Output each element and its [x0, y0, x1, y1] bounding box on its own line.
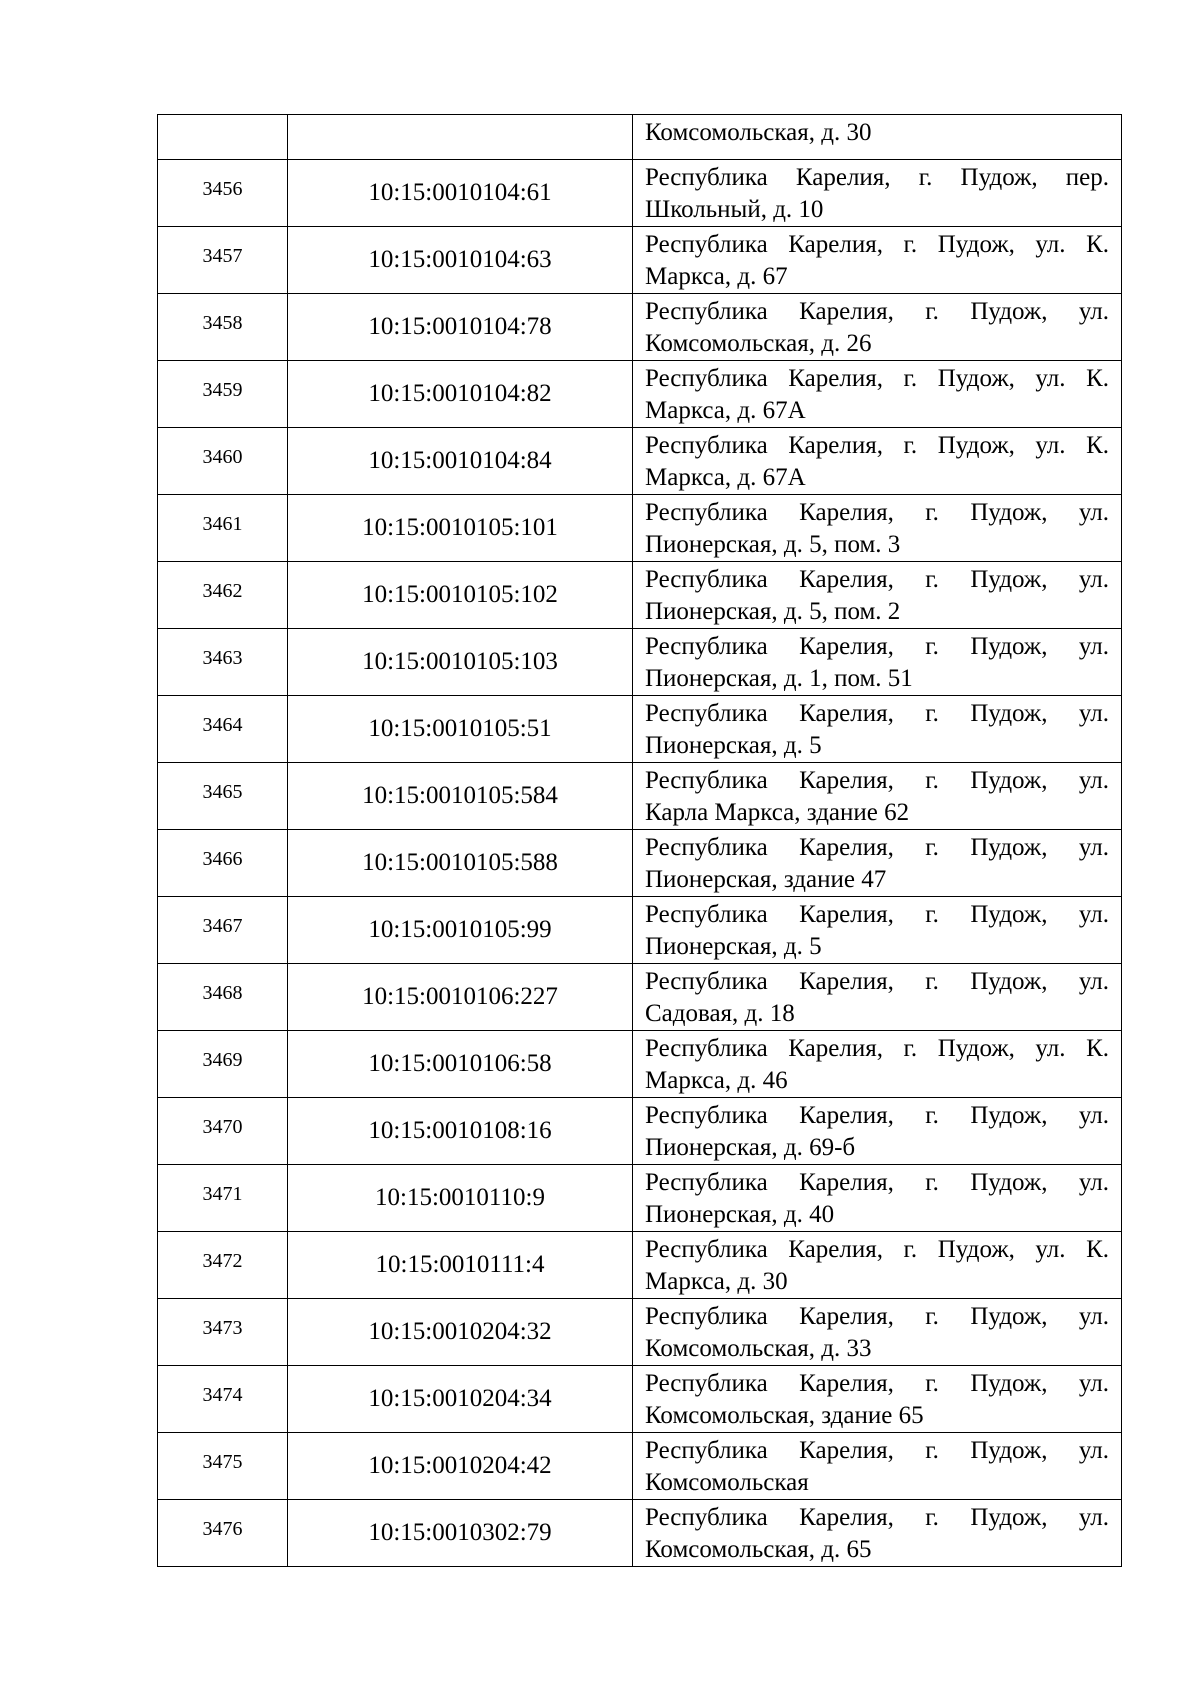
cadastral-number-cell: 10:15:0010105:101 [288, 495, 633, 562]
address-cell [633, 629, 1122, 696]
address-cell [633, 1433, 1122, 1500]
cadastral-number-cell: 10:15:0010111:4 [288, 1232, 633, 1299]
table-row [158, 361, 1122, 428]
address-cell [633, 1165, 1122, 1232]
table-row [158, 1165, 1122, 1232]
cadastral-number-cell: 10:15:0010105:103 [288, 629, 633, 696]
address-cell [633, 1366, 1122, 1433]
cadastral-number-cell: 10:15:0010204:42 [288, 1433, 633, 1500]
row-number-cell: 3460 [158, 428, 288, 495]
cadastral-number-cell: 10:15:0010105:99 [288, 897, 633, 964]
address-cell [633, 428, 1122, 495]
table-row [158, 629, 1122, 696]
address-line-2: Пионерская, здание 47 [645, 866, 887, 893]
address-cell [633, 1098, 1122, 1165]
address-cell [633, 897, 1122, 964]
table-row [158, 1366, 1122, 1433]
address-line-1: Республика Карелия, г. Пудож, ул. К. [645, 1236, 1109, 1263]
table-row [158, 696, 1122, 763]
address-cell [633, 1500, 1122, 1567]
row-number-cell: 3475 [158, 1433, 288, 1500]
address-line-1: Республика Карелия, г. Пудож, ул. [645, 700, 1109, 727]
address-cell [633, 361, 1122, 428]
cadastral-number-cell: 10:15:0010104:84 [288, 428, 633, 495]
row-number-cell: 3458 [158, 294, 288, 361]
cadastral-number-cell: 10:15:0010105:51 [288, 696, 633, 763]
table-row [158, 1031, 1122, 1098]
address-line-2: Маркса, д. 67А [645, 397, 806, 424]
address-line: Комсомольская, д. 30 [645, 119, 872, 146]
address-line-1: Республика Карелия, г. Пудож, ул. [645, 968, 1109, 995]
row-number-cell: 3456 [158, 160, 288, 227]
address-line-2: Пионерская, д. 69-б [645, 1134, 856, 1161]
address-line-1: Республика Карелия, г. Пудож, ул. [645, 1437, 1109, 1464]
address-cell [633, 160, 1122, 227]
table-row [158, 1433, 1122, 1500]
row-number-cell: 3457 [158, 227, 288, 294]
address-cell [633, 294, 1122, 361]
table-row [158, 428, 1122, 495]
table-row [158, 1500, 1122, 1567]
address-cell [633, 495, 1122, 562]
row-number-cell: 3474 [158, 1366, 288, 1433]
address-line-2: Пионерская, д. 5, пом. 2 [645, 598, 901, 625]
address-cell [633, 562, 1122, 629]
address-line-1: Республика Карелия, г. Пудож, ул. [645, 834, 1109, 861]
table-row-continuation [158, 115, 1122, 160]
address-line-1: Республика Карелия, г. Пудож, ул. [645, 901, 1109, 928]
address-line-1: Республика Карелия, г. Пудож, ул. [645, 1370, 1109, 1397]
address-line-1: Республика Карелия, г. Пудож, ул. [645, 499, 1109, 526]
address-line-2: Пионерская, д. 5 [645, 732, 822, 759]
cadastral-number-cell: 10:15:0010104:61 [288, 160, 633, 227]
cadastral-number-cell: 10:15:0010110:9 [288, 1165, 633, 1232]
address-line-1: Республика Карелия, г. Пудож, ул. [645, 1169, 1109, 1196]
cadastral-number-cell [288, 115, 633, 160]
row-number-cell: 3471 [158, 1165, 288, 1232]
row-number-cell: 3468 [158, 964, 288, 1031]
address-cell [633, 964, 1122, 1031]
row-number-cell: 3470 [158, 1098, 288, 1165]
address-line-2: Маркса, д. 30 [645, 1268, 788, 1295]
cadastral-number-cell: 10:15:0010108:16 [288, 1098, 633, 1165]
cadastral-number-cell: 10:15:0010104:78 [288, 294, 633, 361]
table-row [158, 964, 1122, 1031]
address-cell [633, 227, 1122, 294]
address-line-2: Комсомольская, д. 65 [645, 1536, 872, 1563]
table-row [158, 897, 1122, 964]
address-line-1: Республика Карелия, г. Пудож, ул. [645, 1102, 1109, 1129]
cadastral-number-cell: 10:15:0010105:588 [288, 830, 633, 897]
table-row [158, 227, 1122, 294]
cadastral-number-cell: 10:15:0010104:82 [288, 361, 633, 428]
address-cell [633, 696, 1122, 763]
table-row [158, 562, 1122, 629]
table-row [158, 160, 1122, 227]
cadastral-number-cell: 10:15:0010105:584 [288, 763, 633, 830]
address-line-2: Комсомольская, д. 33 [645, 1335, 872, 1362]
address-line-2: Маркса, д. 67А [645, 464, 806, 491]
address-line-2: Карла Маркса, здание 62 [645, 799, 910, 826]
table-row [158, 1232, 1122, 1299]
cadastral-number-cell: 10:15:0010106:58 [288, 1031, 633, 1098]
row-number-cell: 3466 [158, 830, 288, 897]
cadastral-number-cell: 10:15:0010106:227 [288, 964, 633, 1031]
address-line-2: Пионерская, д. 1, пом. 51 [645, 665, 913, 692]
property-table [157, 114, 1122, 1567]
row-number-cell: 3461 [158, 495, 288, 562]
address-line-2: Комсомольская, д. 26 [645, 330, 872, 357]
row-number-cell: 3469 [158, 1031, 288, 1098]
cadastral-number-cell: 10:15:0010302:79 [288, 1500, 633, 1567]
row-number-cell: 3464 [158, 696, 288, 763]
table-row [158, 830, 1122, 897]
address-line-1: Республика Карелия, г. Пудож, ул. [645, 633, 1109, 660]
cadastral-number-cell: 10:15:0010204:34 [288, 1366, 633, 1433]
table-row [158, 1098, 1122, 1165]
table-row [158, 763, 1122, 830]
row-number-cell: 3463 [158, 629, 288, 696]
row-number-cell: 3459 [158, 361, 288, 428]
address-line-1: Республика Карелия, г. Пудож, ул. [645, 1303, 1109, 1330]
address-line-1: Республика Карелия, г. Пудож, ул. К. [645, 365, 1109, 392]
cadastral-number-cell: 10:15:0010105:102 [288, 562, 633, 629]
table-row [158, 495, 1122, 562]
address-line-1: Республика Карелия, г. Пудож, пер. [645, 164, 1109, 191]
row-number-cell: 3465 [158, 763, 288, 830]
address-line-2: Маркса, д. 46 [645, 1067, 788, 1094]
table-row [158, 294, 1122, 361]
address-line-2: Пионерская, д. 5 [645, 933, 822, 960]
address-cell [633, 115, 1122, 160]
address-cell [633, 763, 1122, 830]
address-line-2: Школьный, д. 10 [645, 196, 824, 223]
address-line-1: Республика Карелия, г. Пудож, ул. К. [645, 231, 1109, 258]
address-line-1: Республика Карелия, г. Пудож, ул. [645, 298, 1109, 325]
address-line-1: Республика Карелия, г. Пудож, ул. [645, 566, 1109, 593]
row-number-cell: 3462 [158, 562, 288, 629]
row-number-cell: 3467 [158, 897, 288, 964]
address-cell [633, 830, 1122, 897]
address-cell [633, 1232, 1122, 1299]
address-cell [633, 1031, 1122, 1098]
address-line-2: Комсомольская, здание 65 [645, 1402, 924, 1429]
address-line-2: Пионерская, д. 5, пом. 3 [645, 531, 901, 558]
address-line-2: Садовая, д. 18 [645, 1000, 795, 1027]
address-line-2: Комсомольская [645, 1469, 809, 1496]
cadastral-number-cell: 10:15:0010104:63 [288, 227, 633, 294]
address-line-1: Республика Карелия, г. Пудож, ул. [645, 1504, 1109, 1531]
table-row [158, 1299, 1122, 1366]
address-cell [633, 1299, 1122, 1366]
row-number-cell: 3476 [158, 1500, 288, 1567]
address-line-2: Пионерская, д. 40 [645, 1201, 835, 1228]
row-number-cell [158, 115, 288, 160]
address-line-1: Республика Карелия, г. Пудож, ул. [645, 767, 1109, 794]
address-line-2: Маркса, д. 67 [645, 263, 788, 290]
address-line-1: Республика Карелия, г. Пудож, ул. К. [645, 1035, 1109, 1062]
row-number-cell: 3473 [158, 1299, 288, 1366]
row-number-cell: 3472 [158, 1232, 288, 1299]
cadastral-number-cell: 10:15:0010204:32 [288, 1299, 633, 1366]
address-line-1: Республика Карелия, г. Пудож, ул. К. [645, 432, 1109, 459]
